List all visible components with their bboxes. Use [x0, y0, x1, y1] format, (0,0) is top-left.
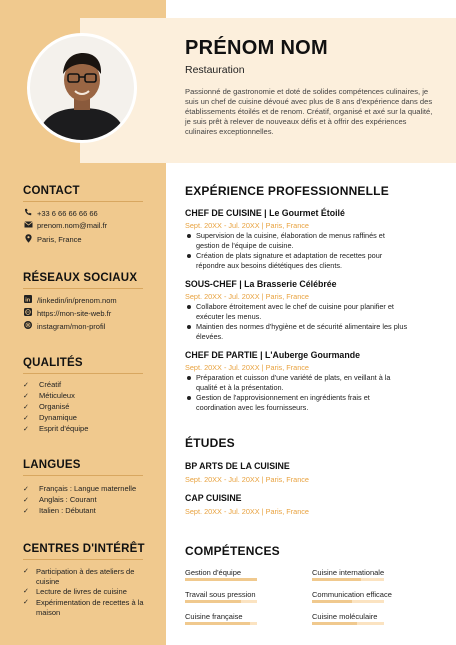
interests-heading: CENTRES D'INTÉRÊT	[23, 543, 145, 555]
check-icon: ✓	[23, 426, 29, 433]
job-dates: Sept. 20XX - Jul. 20XX | Paris, France	[185, 292, 309, 301]
job-bullets	[185, 231, 410, 271]
job-bullet: Création de plats signature et adaptation de recettes pour répondre aux besoins diététiques des clients.	[185, 251, 410, 270]
mail-icon	[23, 221, 33, 230]
skill-label: Cuisine internationale	[312, 568, 385, 577]
check-icon: ✓	[23, 393, 29, 400]
contact-email	[23, 221, 107, 230]
check-icon: ✓	[23, 486, 29, 493]
education-title: BP ARTS DE LA CUISINE	[185, 461, 290, 471]
interests-divider	[23, 559, 143, 560]
skill-label: Cuisine moléculaire	[312, 612, 378, 621]
skill-bar	[185, 622, 257, 625]
contact-heading: CONTACT	[23, 185, 80, 197]
quality-item: ✓ Créatif	[23, 380, 62, 389]
job-dates: Sept. 20XX - Jul. 20XX | Paris, France	[185, 221, 309, 230]
skill-bar-fill	[185, 578, 257, 581]
social-website-text: https://mon-site-web.fr	[37, 308, 112, 318]
social-instagram[interactable]	[23, 321, 105, 331]
skill-bar	[312, 622, 384, 625]
profile-summary: Passionné de gastronomie et doté de solides compétences culinaires, je suis un chef de cuisine dévoué avec plus de 8 ans d'expérience dans des établissements étoilés et de renom. Créatif, organisé et axé sur la qualité, je suis prêt à relever de nouveaux défis et à offrir des expériences culinaires exceptionnelles.	[185, 87, 433, 136]
skill-bar	[312, 600, 384, 603]
quality-item: ✓ Méticuleux	[23, 391, 75, 400]
job-title: CHEF DE PARTIE | L'Auberge Gourmande	[185, 350, 360, 360]
language-item: ✓ Anglais : Courant	[23, 495, 97, 504]
location-pin-icon	[23, 234, 33, 245]
interest-item: ✓ Participation à des ateliers de cuisine	[23, 567, 135, 586]
skill-bar	[185, 578, 257, 581]
skill-bar-fill	[312, 600, 352, 603]
skill-bar	[312, 578, 384, 581]
skill-bar-fill	[185, 622, 250, 625]
skill-label: Communication efficace	[312, 590, 392, 599]
job-dates: Sept. 20XX - Jul. 20XX | Paris, France	[185, 363, 309, 372]
education-heading: ÉTUDES	[185, 436, 235, 450]
contact-location	[23, 234, 82, 245]
check-icon: ✓	[23, 508, 29, 515]
check-icon: ✓	[23, 497, 29, 504]
social-linkedin[interactable]	[23, 295, 117, 305]
skill-label: Travail sous pression	[185, 590, 256, 599]
check-icon: ✓	[23, 568, 29, 575]
phone-icon	[23, 208, 33, 218]
job-bullet: Préparation et cuisson d'une variété de plats, en veillant à la qualité et à la présentation.	[185, 373, 410, 392]
education-dates: Sept. 20XX - Jul. 20XX | Paris, France	[185, 475, 309, 484]
quality-item: ✓ Dynamique	[23, 413, 77, 422]
language-item: ✓ Italien : Débutant	[23, 506, 96, 515]
education-title: CAP CUISINE	[185, 493, 242, 503]
candidate-name: PRÉNOM NOM	[185, 37, 328, 59]
contact-email-text: prenom.nom@mail.fr	[37, 221, 108, 230]
experience-heading: EXPÉRIENCE PROFESSIONNELLE	[185, 184, 389, 198]
job-bullet: Gestion de l'approvisionnement en ingrédients frais et coordination avec les fournisseurs.	[185, 393, 410, 412]
check-icon: ✓	[23, 599, 29, 606]
svg-text:in: in	[25, 297, 31, 303]
contact-phone	[23, 208, 98, 218]
contact-phone-text: +33 6 66 66 66 66	[37, 208, 98, 218]
job-bullets	[185, 373, 410, 413]
job-title: CHEF DE CUISINE | Le Gourmet Étoilé	[185, 208, 345, 218]
contact-divider	[23, 201, 143, 202]
skill-label: Gestion d'équipe	[185, 568, 242, 577]
skill-label: Cuisine française	[185, 612, 243, 621]
linkedin-icon	[23, 295, 33, 305]
social-linkedin-text: /linkedin/in/prenom.nom	[37, 295, 117, 305]
check-icon: ✓	[23, 415, 29, 422]
contact-location-text: Paris, France	[37, 235, 82, 244]
qualities-divider	[23, 373, 143, 374]
skills-heading: COMPÉTENCES	[185, 544, 280, 558]
interest-item: ✓ Lecture de livres de cuisine	[23, 587, 127, 596]
job-bullets	[185, 302, 410, 342]
social-instagram-text: instagram/mon-profil	[37, 321, 106, 331]
quality-item: ✓ Esprit d'équipe	[23, 424, 89, 433]
profile-photo	[30, 36, 134, 140]
social-website[interactable]	[23, 308, 111, 318]
skill-bar-fill	[185, 600, 241, 603]
check-icon: ✓	[23, 404, 29, 411]
skill-bar-fill	[312, 622, 357, 625]
social-divider	[23, 288, 143, 289]
check-icon: ✓	[23, 588, 29, 595]
interest-item: ✓ Expérimentation de recettes à la maison	[23, 598, 144, 617]
skill-bar-fill	[312, 578, 361, 581]
education-dates: Sept. 20XX - Jul. 20XX | Paris, France	[185, 507, 309, 516]
social-heading: RÉSEAUX SOCIAUX	[23, 272, 138, 284]
check-icon: ✓	[23, 382, 29, 389]
instagram-icon	[23, 321, 33, 331]
qualities-heading: QUALITÉS	[23, 357, 83, 369]
globe-icon	[23, 308, 33, 318]
languages-divider	[23, 475, 143, 476]
job-title: SOUS-CHEF | La Brasserie Célébrée	[185, 279, 337, 289]
quality-item: ✓ Organisé	[23, 402, 70, 411]
job-bullet: Collabore étroitement avec le chef de cuisine pour planifier et exécuter les menus.	[185, 302, 410, 321]
candidate-role: Restauration	[185, 64, 245, 76]
skill-bar	[185, 600, 257, 603]
job-bullet: Maintien des normes d'hygiène et de sécurité alimentaire les plus élevées.	[185, 322, 410, 341]
language-item: ✓ Français : Langue maternelle	[23, 484, 137, 493]
job-bullet: Supervision de la cuisine, élaboration de menus raffinés et gestion de l'équipe de cuisine.	[185, 231, 410, 250]
languages-heading: LANGUES	[23, 459, 81, 471]
